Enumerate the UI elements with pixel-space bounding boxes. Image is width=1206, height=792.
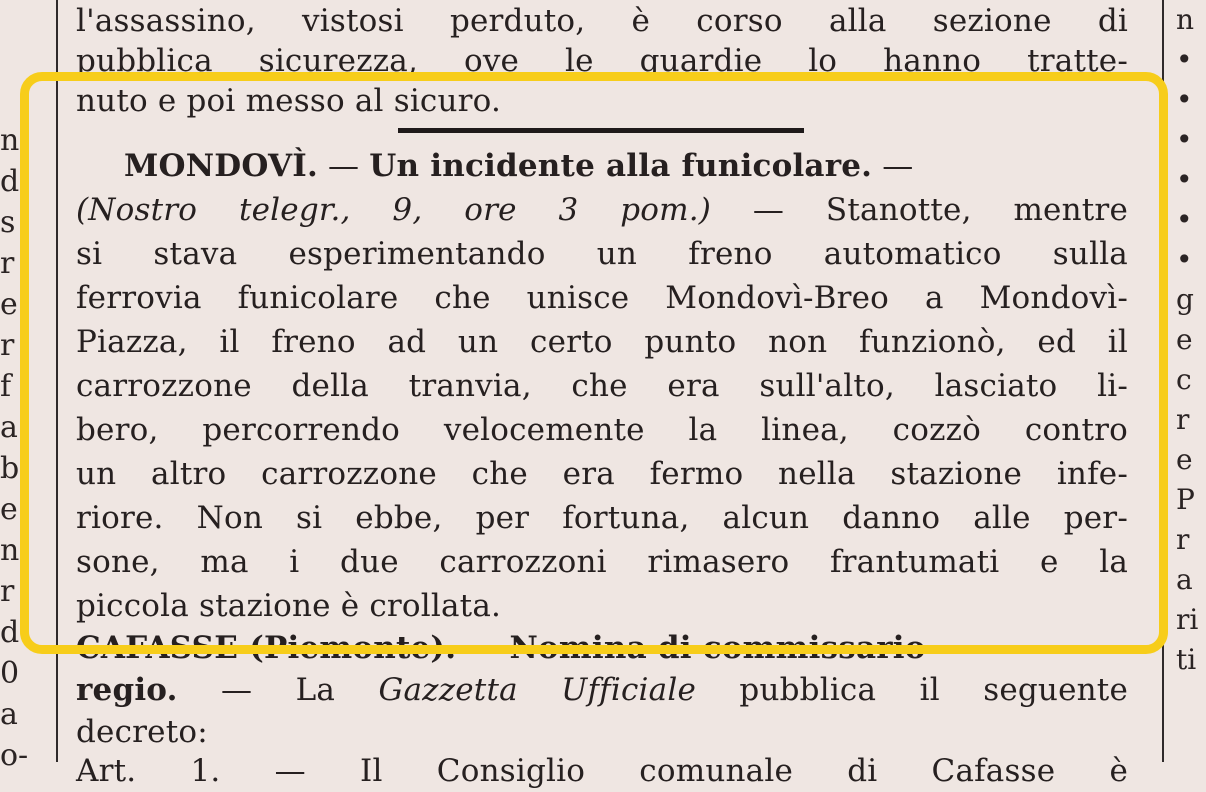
fragment: r (0, 328, 15, 363)
fragment: e (0, 492, 18, 527)
fragment: • (1176, 203, 1193, 236)
text-line: pubblica sicurezza, ove le guardie lo hanno tratte- (76, 43, 1128, 79)
fragment: a (0, 697, 18, 732)
fragment: • (1176, 163, 1193, 196)
right-column-fragments (1176, 0, 1206, 680)
article-line: riore. Non si ebbe, per fortuna, alcun danno alle per- (76, 500, 1128, 536)
next-article-line (76, 669, 1128, 711)
fragment: d (0, 615, 20, 650)
article-line: si stava esperimentando un freno automatico sulla (76, 236, 1128, 272)
fragment: n (1176, 3, 1195, 36)
dateline: (Nostro telegr., 9, ore 3 pom.) (76, 192, 712, 228)
dateline-rest: — Stanotte, mentre (752, 192, 1128, 228)
fragment: e (1176, 323, 1193, 356)
article-line: sone, ma i due carrozzoni rimasero frantumati e la (76, 544, 1128, 580)
highlight-box (20, 72, 1168, 654)
dash: — (882, 148, 914, 184)
fragment: a (0, 410, 18, 445)
fragment: r (0, 574, 15, 609)
article-line: ferrovia funicolare che unisce Mondovì-Breo a Mondovì- (76, 280, 1128, 316)
fragment: • (1176, 83, 1193, 116)
fragment: r (0, 246, 15, 281)
publication-name: Gazzetta Ufficiale (378, 672, 696, 708)
fragment: c (1176, 363, 1192, 396)
fragment: g (1176, 283, 1194, 316)
fragment: b (0, 451, 20, 486)
text-line: nuto e poi messo al sicuro. (76, 83, 502, 119)
fragment: f (0, 369, 12, 404)
article-line: Piazza, il freno ad un certo punto non funzionò, ed il (76, 324, 1128, 360)
fragment: d (0, 164, 20, 199)
article-line: un altro carrozzone che era fermo nella stazione infe- (76, 456, 1128, 492)
fragment: o- (0, 738, 29, 773)
article-line: piccola stazione è crollata. (76, 588, 502, 624)
dash: — (328, 148, 360, 184)
fragment: e (0, 287, 18, 322)
article-line: carrozzone della tranvia, che era sull'alto, lasciato li- (76, 368, 1128, 404)
fragment: • (1176, 123, 1193, 156)
fragment: • (1176, 43, 1193, 76)
next-article-line: Art. 1. — Il Consiglio comunale di Cafasse è (76, 753, 1128, 789)
next-article-heading-end: regio. (76, 672, 178, 708)
text-span: — La (221, 672, 336, 708)
next-article-heading: CAFASSE (Piemonte). — Nomina di commissario (76, 630, 926, 666)
fragment: P (1176, 483, 1195, 516)
fragment: ri (1176, 603, 1199, 636)
article-title: Un incidente alla funicolare. (369, 148, 873, 184)
text-span: pubblica il seguente (739, 672, 1128, 708)
fragment: a (1176, 563, 1193, 596)
next-article-line: decreto: (76, 714, 208, 750)
article-place: MONDOVÌ. (124, 148, 318, 184)
fragment: n (0, 123, 20, 158)
fragment: e (1176, 443, 1193, 476)
fragment: r (1176, 403, 1190, 436)
fragment: n (0, 533, 20, 568)
fragment: • (1176, 243, 1193, 276)
fragment: s (0, 205, 16, 240)
article-line: bero, percorrendo velocemente la linea, cozzò contro (76, 412, 1128, 448)
fragment: r (1176, 523, 1190, 556)
fragment: 0 (0, 656, 20, 691)
text-line: l'assassino, vistosi perduto, è corso alla sezione di (76, 3, 1128, 39)
fragment: ti (1176, 643, 1197, 676)
